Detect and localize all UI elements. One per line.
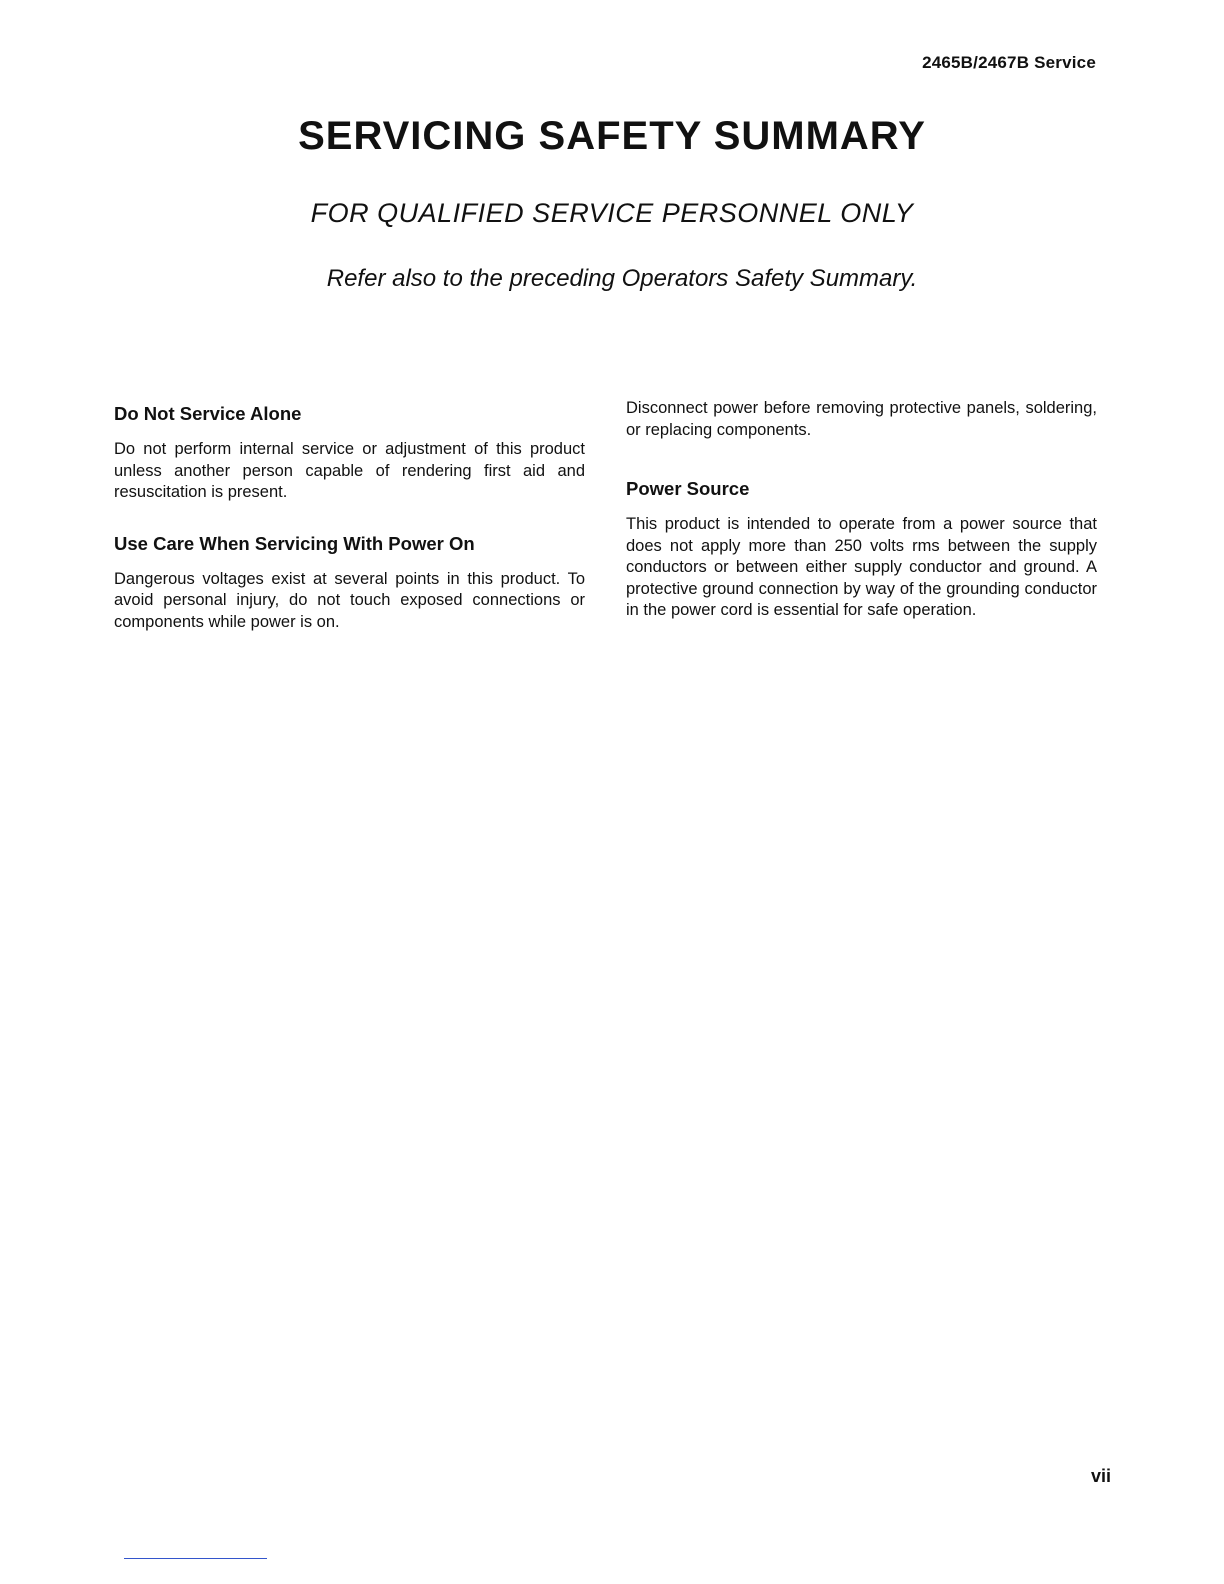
- section-heading-use-care-power-on: Use Care When Servicing With Power On: [114, 532, 475, 554]
- page-subtitle: FOR QUALIFIED SERVICE PERSONNEL ONLY: [310, 198, 914, 228]
- left-column: [114, 398, 585, 661]
- section-body-power-source: This product is intended to operate from a power source that does not apply more than 250 volts rms between the supply conductors or between either supply conductor and ground. A protective ground connection by way of the grounding conductor in the power cord is essential for safe operation.: [626, 515, 1097, 619]
- disconnect-power-paragraph: Disconnect power before removing protective panels, soldering, or replacing components.: [626, 399, 1097, 439]
- section-body-do-not-service-alone: Do not perform internal service or adjustment of this product unless another person capable of rendering first aid and resuscitation is present.: [114, 440, 585, 501]
- page-title: SERVICING SAFETY SUMMARY: [298, 114, 926, 158]
- refer-note: Refer also to the preceding Operators Safety Summary.: [326, 265, 918, 292]
- section-heading-do-not-service-alone: Do Not Service Alone: [114, 403, 302, 424]
- section-body-use-care-power-on: Dangerous voltages exist at several points in this product. To avoid personal injury, do not touch exposed connections or components while power is on.: [114, 569, 585, 631]
- section-heading-power-source: Power Source: [626, 478, 750, 499]
- running-header: 2465B/2467B Service: [922, 53, 1096, 72]
- right-column: [626, 398, 1097, 650]
- footer-rule: [124, 1558, 267, 1559]
- page-number: vii: [1090, 1466, 1111, 1486]
